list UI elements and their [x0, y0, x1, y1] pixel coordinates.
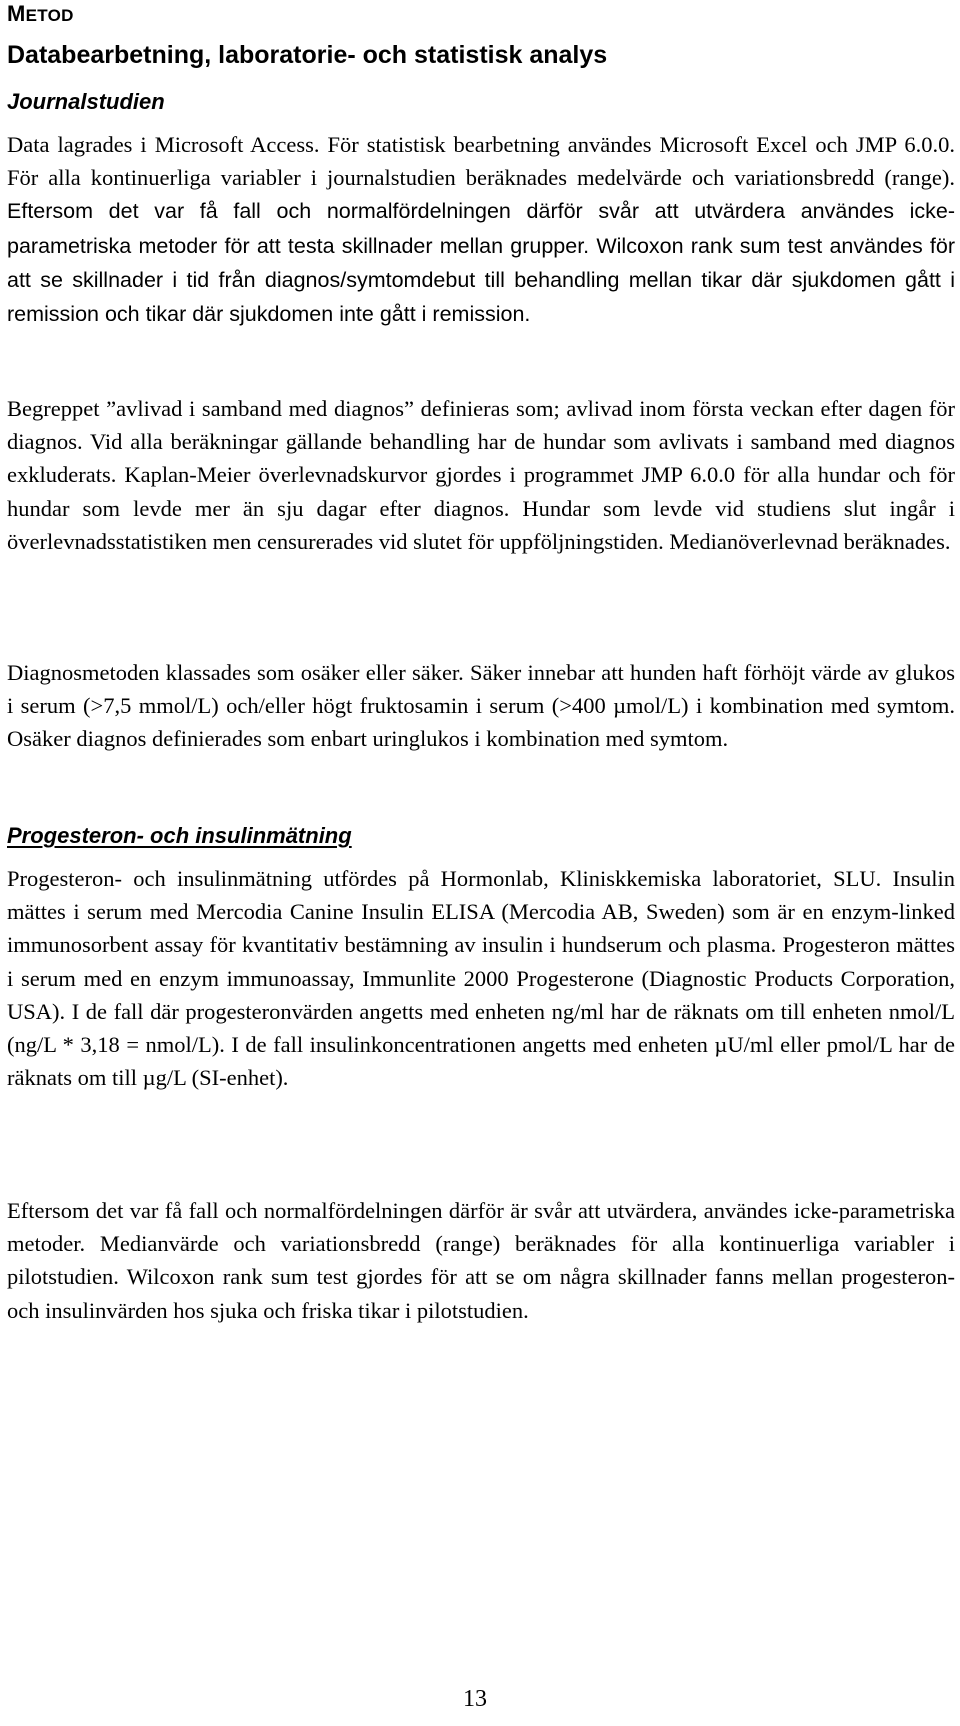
- paragraph-euthanasia-definition: Begreppet ”avlivad i samband med diagnos” definieras som; avlivad inom första veckan efter dagen för diagnos. Vid alla beräkningar gällande behandling har de hundar som avlivats i samband med diagnos exkluderats. Kaplan-Meier överlevnadskurvor gjordes i programmet JMP 6.0.0 för alla hundar och för hundar som levde mer än sju dagar efter diagnos. Hundar som levde vid studiens slut ingår i överlevnadsstatistiken men censurerades vid slutet för uppföljningstiden. Medianöverlevnad beräknades.: [7, 396, 955, 554]
- paragraph-data-storage: [7, 128, 955, 331]
- paragraph-hormone-measurement: Progesteron- och insulinmätning utfördes på Hormonlab, Kliniskkemiska laboratoriet, SLU. Insulin mättes i serum med Mercodia Canine Insulin ELISA (Mercodia AB, Sweden) som är en enzym-linked immunosorbent assay för kvantitativ bestämning av insulin i hundserum och plasma. Progesteron mättes i serum med en enzym immunoassay, Immunlite 2000 Progesterone (Diagnostic Products Corporation, USA). I de fall där progesteronvärden angetts med enheten ng/ml har de räknats om till enheten nmol/L (ng/L * 3,18 = nmol/L). I de fall insulinkoncentrationen angetts med enheten µU/ml eller pmol/L har de räknats om till µg/L (SI-enhet).: [7, 866, 955, 1091]
- chapter-heading-rest: ETOD: [25, 6, 74, 25]
- subsection-heading-progesteron: Progesteron- och insulinmätning: [7, 823, 352, 848]
- paragraph-pilot-statistics: Eftersom det var få fall och normalfördelningen därför är svår att utvärdera, användes icke-parametriska metoder. Medianvärde och variationsbredd (range) beräknades för alla kontinuerliga variabler i pilotstudien. Wilcoxon rank sum test gjordes för att se om några skillnader fanns mellan progesteron- och insulinvärden hos sjuka och friska tikar i pilotstudien.: [7, 1198, 955, 1323]
- section-heading: Databearbetning, laboratorie- och statistisk analys: [7, 41, 608, 69]
- paragraph-diagnosis-method: Diagnosmetoden klassades som osäker eller säker. Säker innebar att hunden haft förhöjt värde av glukos i serum (>7,5 mmol/L) och/eller högt fruktosamin i serum (>400 µmol/L) i kombination med symtom. Osäker diagnos definierades som enbart uringlukos i kombination med symtom.: [7, 660, 955, 752]
- page-number: 13: [463, 1686, 487, 1712]
- paragraph-data-storage-part-b: Eftersom det var få fall och normalfördelningen därför svår att utvärdera användes icke-parametriska metoder för att testa skillnader mellan grupper.: [7, 199, 955, 258]
- chapter-heading: [7, 0, 74, 30]
- paragraph-data-storage-part-a: Data lagrades i Microsoft Access. För statistisk bearbetning användes Microsoft Excel och JMP 6.0.0. För alla kontinuerliga variabler i journalstudien beräknades medelvärde och variationsbredd (range).: [7, 132, 955, 191]
- paragraph-data-storage-part-c: Wilcoxon rank sum test användes för att se skillnader i tid från diagnos/symtomdebut till behandling mellan tikar där sjukdomen gått i remission och tikar där sjukdomen inte gått i remission.: [7, 233, 955, 327]
- subsection-heading-journalstudien: Journalstudien: [7, 89, 165, 114]
- chapter-heading-initial: M: [7, 1, 26, 26]
